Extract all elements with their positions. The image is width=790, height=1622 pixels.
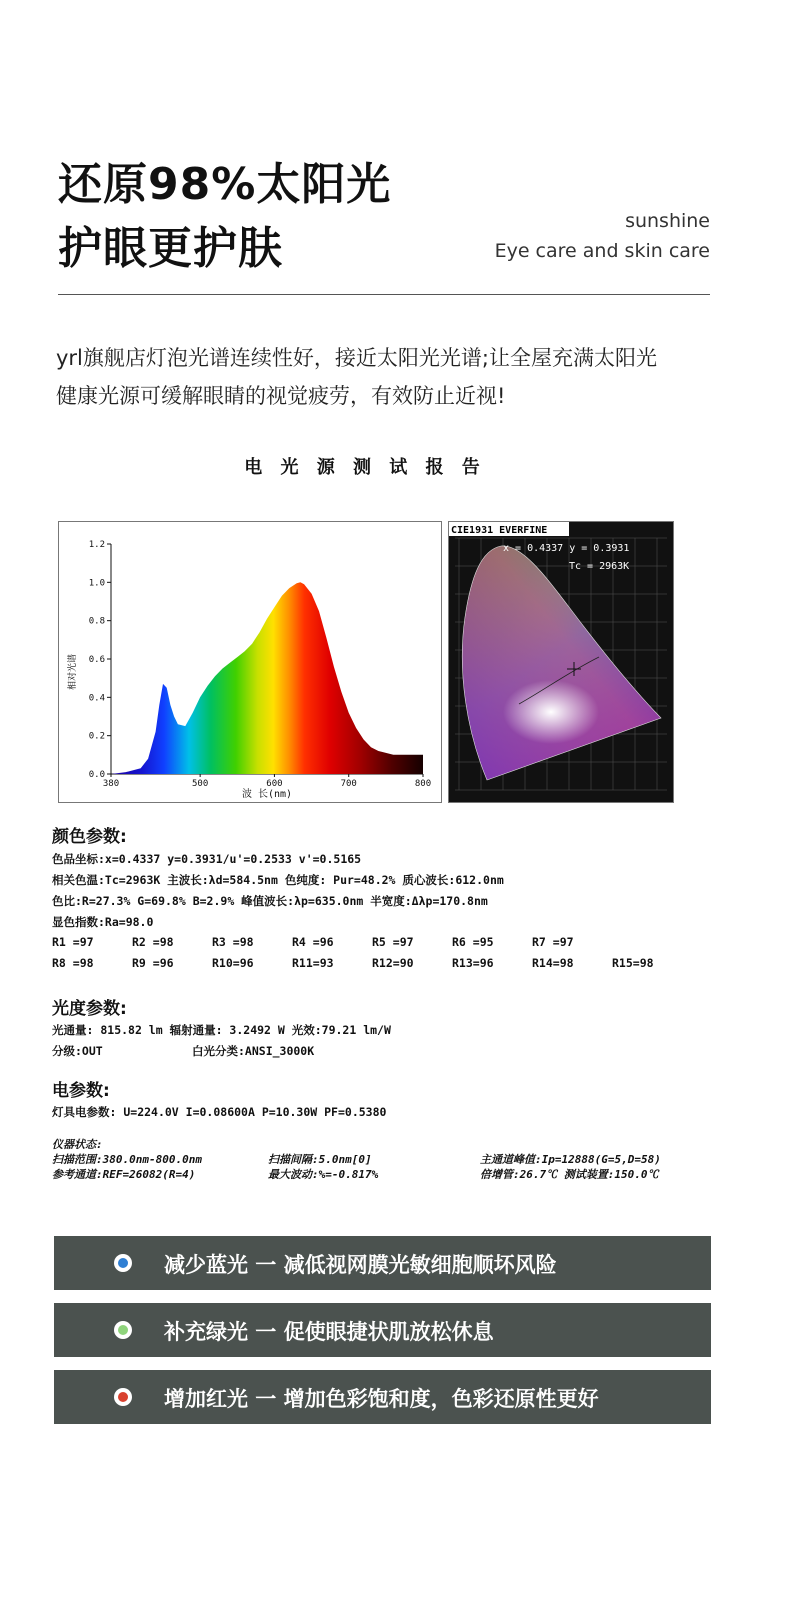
cie-chart-panel <box>448 521 674 803</box>
r-value: R15=98 <box>612 956 654 970</box>
y-axis-label: 相对光谱 <box>68 653 78 691</box>
r-value: R9 =96 <box>132 956 174 970</box>
grade-label: 分级:OUT <box>52 1044 103 1058</box>
hero-english-line1: sunshine <box>625 210 710 232</box>
reference-channel: 参考通道:REF=26082(R=4) <box>52 1168 196 1181</box>
hero-title-line2: 护眼更护肤 <box>58 223 283 274</box>
color-ratio-line: 色比:R=27.3% G=69.8% B=2.9% 峰值波长:λp=635.0nm 半宽度:Δλp=170.8nm <box>52 894 488 908</box>
white-class-label: 白光分类:ANSI_3000K <box>192 1044 315 1058</box>
x-tick-label: 380 <box>102 779 120 789</box>
cie-title: CIE1931 EVERFINE <box>451 525 548 536</box>
r-value: R12=90 <box>372 956 414 970</box>
cri-line: 显色指数:Ra=98.0 <box>52 915 154 929</box>
x-tick-label: 800 <box>414 779 432 789</box>
y-tick-label: 1.2 <box>88 540 105 550</box>
r-value: R6 =95 <box>452 935 494 949</box>
r-value: R14=98 <box>532 956 574 970</box>
r-value: R13=96 <box>452 956 494 970</box>
r-value: R4 =96 <box>292 935 334 949</box>
y-tick-label: 0.2 <box>88 731 105 742</box>
r-value: R7 =97 <box>532 935 574 949</box>
spectrum-area <box>111 582 423 774</box>
y-tick-label: 1.0 <box>88 578 105 589</box>
scan-range: 扫描范围:380.0nm-800.0nm <box>52 1153 202 1166</box>
hero-title-line1: 还原98%太阳光 <box>58 159 392 210</box>
divider <box>58 294 710 295</box>
cie-xy-annotation: x = 0.4337 y = 0.3931 <box>503 543 630 554</box>
r-value: R3 =98 <box>212 935 254 949</box>
benefit-bar-blue <box>54 1236 711 1290</box>
benefit-text: 增加红光 一 增加色彩饱和度，色彩还原性更好 <box>164 1387 599 1411</box>
report-title: 电 光 源 测 试 报 告 <box>244 457 486 478</box>
benefit-text: 减少蓝光 一 减低视网膜光敏细胞顺坏风险 <box>164 1253 557 1277</box>
intro-line2: 健康光源可缓解眼睛的视觉疲劳，有效防止近视! <box>56 384 506 408</box>
r-value: R5 =97 <box>372 935 414 949</box>
y-tick-label: 0.8 <box>88 616 105 627</box>
elec-params-heading: 电参数: <box>52 1081 110 1101</box>
max-fluctuation: 最大波动:%=-0.817% <box>268 1168 379 1181</box>
instrument-heading: 仪器状态: <box>52 1138 103 1151</box>
red-dot-icon <box>114 1388 132 1406</box>
y-tick-label: 0.4 <box>88 693 105 704</box>
spectrum-chart-panel <box>58 521 442 803</box>
hero-english-line2: Eye care and skin care <box>494 240 710 262</box>
green-dot-icon <box>114 1321 132 1339</box>
r-value: R10=96 <box>212 956 254 970</box>
x-tick-label: 600 <box>266 779 283 789</box>
cie-chart <box>449 522 673 802</box>
x-tick-label: 500 <box>192 779 209 789</box>
cie-horseshoe <box>449 522 673 802</box>
r-value: R1 =97 <box>52 935 94 949</box>
scan-interval: 扫描间隔:5.0nm[0] <box>268 1153 372 1166</box>
photo-params-heading: 光度参数: <box>52 999 127 1019</box>
color-params-heading: 颜色参数: <box>52 827 127 847</box>
y-tick-label: 0.0 <box>88 770 105 780</box>
r-value: R2 =98 <box>132 935 174 949</box>
intro-line1: yrl旗舰店灯泡光谱连续性好，接近太阳光光谱;让全屋充满太阳光 <box>56 346 657 370</box>
r-value: R11=93 <box>292 956 334 970</box>
x-tick-label: 700 <box>340 779 357 789</box>
cie-tc-annotation: Tc = 2963K <box>569 561 630 572</box>
x-axis-label: 波 长(nm) <box>241 789 293 800</box>
y-tick-label: 0.6 <box>88 655 105 665</box>
electrical-line: 灯具电参数: U=224.0V I=0.08600A P=10.30W PF=0.5380 <box>52 1105 387 1119</box>
main-channel-peak: 主通道峰值:Ip=12888(G=5,D=58) <box>480 1153 661 1166</box>
benefit-text: 补充绿光 一 促使眼捷状肌放松休息 <box>164 1320 494 1344</box>
pmt-temperature: 倍增管:26.7℃ 测试装置:150.0℃ <box>480 1168 659 1181</box>
benefit-bar-red <box>54 1370 711 1424</box>
spectrum-chart <box>59 522 441 802</box>
chromaticity-line: 色品坐标:x=0.4337 y=0.3931/u'=0.2533 v'=0.5165 <box>52 852 362 866</box>
blue-dot-icon <box>114 1254 132 1272</box>
benefit-bar-green <box>54 1303 711 1357</box>
flux-line: 光通量: 815.82 lm 辐射通量: 3.2492 W 光效:79.21 lm/W <box>52 1023 391 1037</box>
r-value: R8 =98 <box>52 956 94 970</box>
cct-line: 相关色温:Tc=2963K 主波长:λd=584.5nm 色纯度: Pur=48.2% 质心波长:612.0nm <box>52 873 504 887</box>
